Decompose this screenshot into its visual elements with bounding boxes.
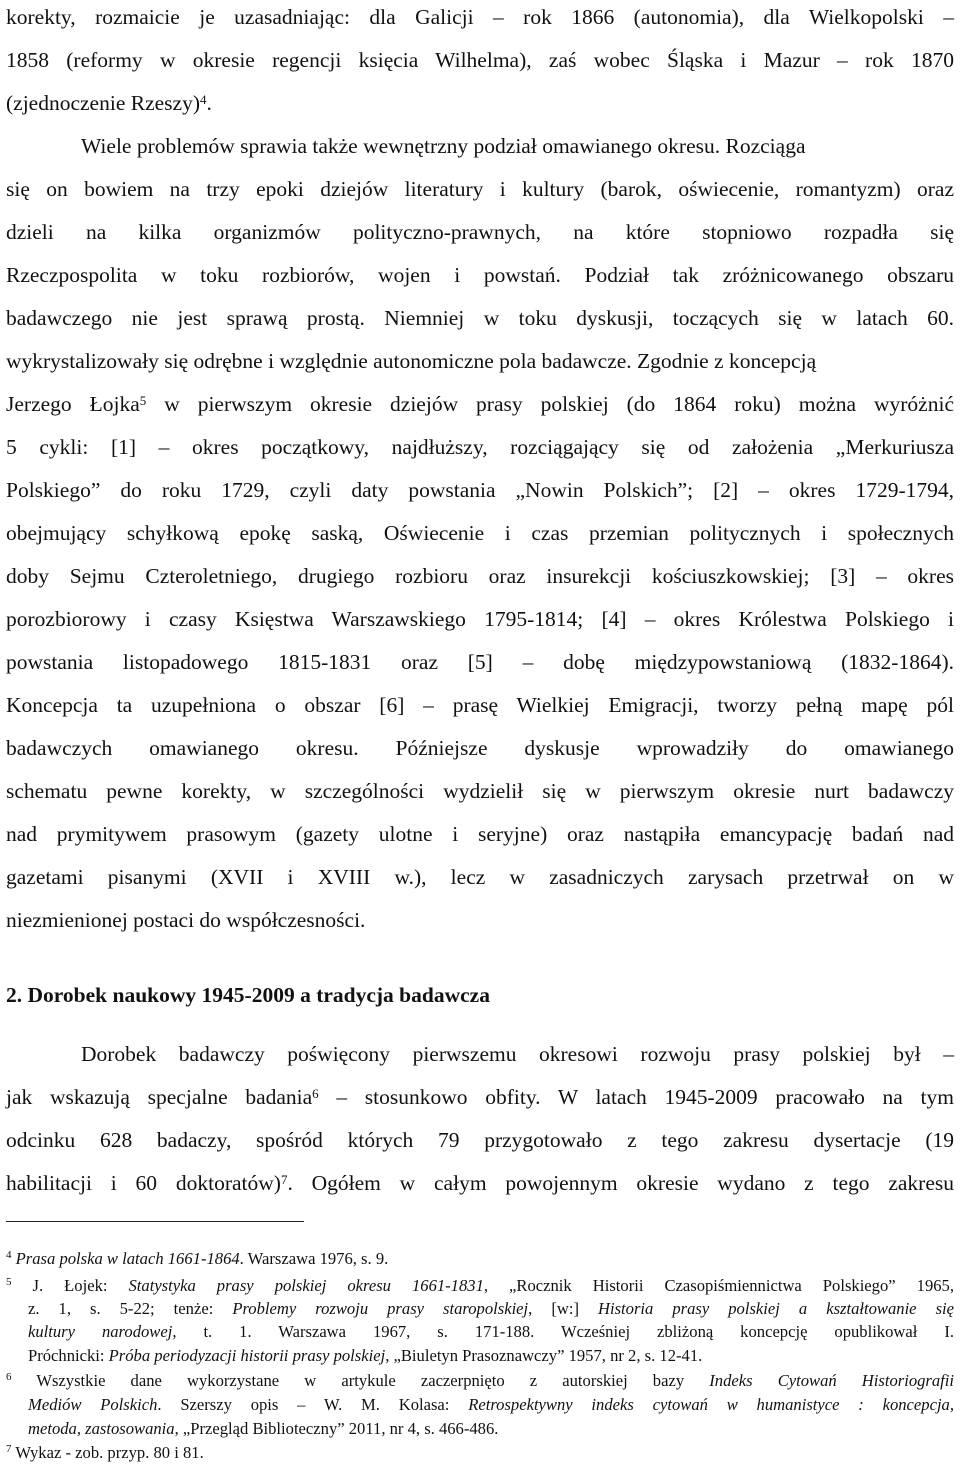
text-line: Koncepcja ta uzupełniona o obszar [6] – prasę Wielkiej Emigracji, tworzy pełną mapę pól: [6, 693, 954, 717]
footnote-title: Mediów Polskich: [28, 1395, 158, 1414]
footnote-title: Statystyka prasy polskiej okresu 1661-1831: [128, 1276, 484, 1295]
footnote-title: Historia prasy polskiej a kształtowanie się: [598, 1299, 954, 1318]
footnote-6-line-1: [6, 1371, 954, 1391]
footnote-title: Retrospektywny indeks cytowań w humanistyce : koncepcja,: [468, 1395, 954, 1414]
footnote-text: , „Przegląd Biblioteczny” 2011, nr 4, s. 466-486.: [174, 1419, 499, 1438]
footnote-title: Problemy rozwoju prasy staropolskiej: [232, 1299, 529, 1318]
footnote-7: [6, 1443, 204, 1463]
footnote-number: 7: [6, 1443, 12, 1455]
footnote-6-line-2: [28, 1395, 954, 1415]
footnote-title: metoda, zastosowania: [28, 1419, 175, 1438]
text-line: badawczego nie jest sprawą prostą. Niemniej w toku dyskusji, toczących się w latach 60.: [6, 306, 954, 330]
text-line: schematu pewne korekty, w szczególności wydzielił się w pierwszym okresie nurt badawczy: [6, 779, 954, 803]
footnote-5-line-4: [28, 1346, 702, 1366]
footnote-text: , t. 1. Warszawa 1967, s. 171-188. Wcześniej zbliżoną koncepcję opublikował I.: [172, 1322, 954, 1341]
text-line: 1858 (reformy w okresie regencji księcia Wilhelma), zaś wobec Śląska i Mazur – rok 1870: [6, 48, 954, 72]
text-line: Rzeczpospolita w toku rozbiorów, wojen i powstań. Podział tak zróżnicowanego obszaru: [6, 263, 954, 287]
footnote-text: , „Biuletyn Prasoznawczy” 1957, nr 2, s. 12-41.: [385, 1346, 703, 1365]
text-line: 5 cykli: [1] – okres początkowy, najdłuższy, rozciągający się od założenia „Merkuriusza: [6, 435, 954, 459]
text-line: Wiele problemów sprawia także wewnętrzny podział omawianego okresu. Rozciąga: [81, 134, 806, 158]
text-line: Dorobek badawczy poświęcony pierwszemu okresowi rozwoju prasy polskiej był –: [81, 1042, 954, 1066]
footnote-title: Próba periodyzacji historii prasy polskiej: [108, 1346, 386, 1365]
footnote-reference: 6: [312, 1086, 319, 1101]
footnote-5-line-3: [28, 1322, 954, 1342]
footnote-text: , „Rocznik Historii Czasopiśmiennictwa Polskiego” 1965,: [483, 1276, 954, 1295]
footnote-6-line-3: [28, 1419, 498, 1439]
footnote-text: z. 1, s. 5-22; tenże:: [28, 1299, 233, 1318]
footnote-text: Wykaz - zob. przyp. 80 i 81.: [11, 1443, 204, 1462]
text-line: nad prymitywem prasowym (gazety ulotne i seryjne) oraz nastąpiła emancypację badań nad: [6, 822, 954, 846]
text-line: wykrystalizowały się odrębne i względnie autonomiczne pola badawcze. Zgodnie z koncepcją: [6, 349, 817, 373]
footnote-reference: 7: [280, 1172, 288, 1187]
footnote-text: Próchnicki:: [28, 1346, 109, 1365]
text-line: Jerzego Łojka$^5$ w pierwszym okresie dziejów prasy polskiej (do 1864 roku) można wyróżnić: [6, 392, 954, 416]
footnote-text: J. Łojek:: [32, 1276, 129, 1295]
text-line: Polskiego” do roku 1729, czyli daty powstania „Nowin Polskich”; [2] – okres 1729-1794,: [6, 478, 954, 502]
footnote-separator: [6, 1221, 304, 1222]
footnote-reference: 4: [199, 92, 207, 107]
text-line: się on bowiem na trzy epoki dziejów literatury i kultury (barok, oświecenie, romantyzm) oraz: [6, 177, 954, 201]
text-line: porozbiorowy i czasy Księstwa Warszawskiego 1795-1814; [4] – okres Królestwa Polskiego i: [6, 607, 954, 631]
text-line: obejmujący schyłkową epokę saską, Oświecenie i czas przemian politycznych i społecznych: [6, 521, 954, 545]
text-line: habilitacji i 60 doktoratów)$^7$. Ogółem w całym powojennym okresie wydano z tego zakresu: [6, 1171, 954, 1195]
text-line: dzieli na kilka organizmów polityczno-prawnych, na które stopniowo rozpadła się: [6, 220, 954, 244]
text-line: badawczych omawianego okresu. Późniejsze dyskusje wprowadziły do omawianego: [6, 736, 954, 760]
footnote-title: Prasa polska w latach 1661-1864: [15, 1249, 240, 1268]
text-line: gazetami pisanymi (XVII i XVIII w.), lecz w zasadniczych zarysach przetrwał on w: [6, 865, 954, 889]
text-line: jak wskazują specjalne badania$^6$ – stosunkowo obfity. W latach 1945-2009 pracowało na tym: [6, 1085, 954, 1109]
footnote-5-line-2: [28, 1299, 954, 1319]
footnote-text: Wszystkie dane wykorzystane w artykule zaczerpnięto z autorskiej bazy: [11, 1371, 710, 1390]
footnote-title: kultury narodowej: [28, 1322, 173, 1341]
footnote-title: Indeks Cytowań Historiografii: [709, 1371, 955, 1390]
footnote-number: 6: [6, 1371, 12, 1383]
footnote-reference: 5: [139, 393, 147, 408]
footnote-text: , [w:]: [528, 1299, 598, 1318]
text-line: odcinku 628 badaczy, spośród których 79 przygotowało z tego zakresu dysertacje (19: [6, 1128, 954, 1152]
section-heading: 2. Dorobek naukowy 1945-2009 a tradycja badawcza: [6, 983, 490, 1007]
footnote-number: 4: [6, 1249, 12, 1261]
text-line: doby Sejmu Czteroletniego, drugiego rozbioru oraz insurekcji kościuszkowskiej; [3] – okres: [6, 564, 954, 588]
footnote-text: . Szerszy opis – W. M. Kolasa:: [157, 1395, 469, 1414]
text-line: powstania listopadowego 1815-1831 oraz [5] – dobę międzypowstaniową (1832-1864).: [6, 650, 954, 674]
text-line: (zjednoczenie Rzeszy)$^4$.: [6, 91, 212, 115]
footnote-4: [6, 1249, 388, 1269]
footnote-5-line-1: [6, 1276, 954, 1296]
footnote-text: . Warszawa 1976, s. 9.: [239, 1249, 389, 1268]
text-line: korekty, rozmaicie je uzasadniając: dla Galicji – rok 1866 (autonomia), dla Wielkopolski –: [6, 5, 954, 29]
footnote-number: 5: [6, 1276, 12, 1288]
text-line: niezmienionej postaci do współczesności.: [6, 908, 366, 932]
